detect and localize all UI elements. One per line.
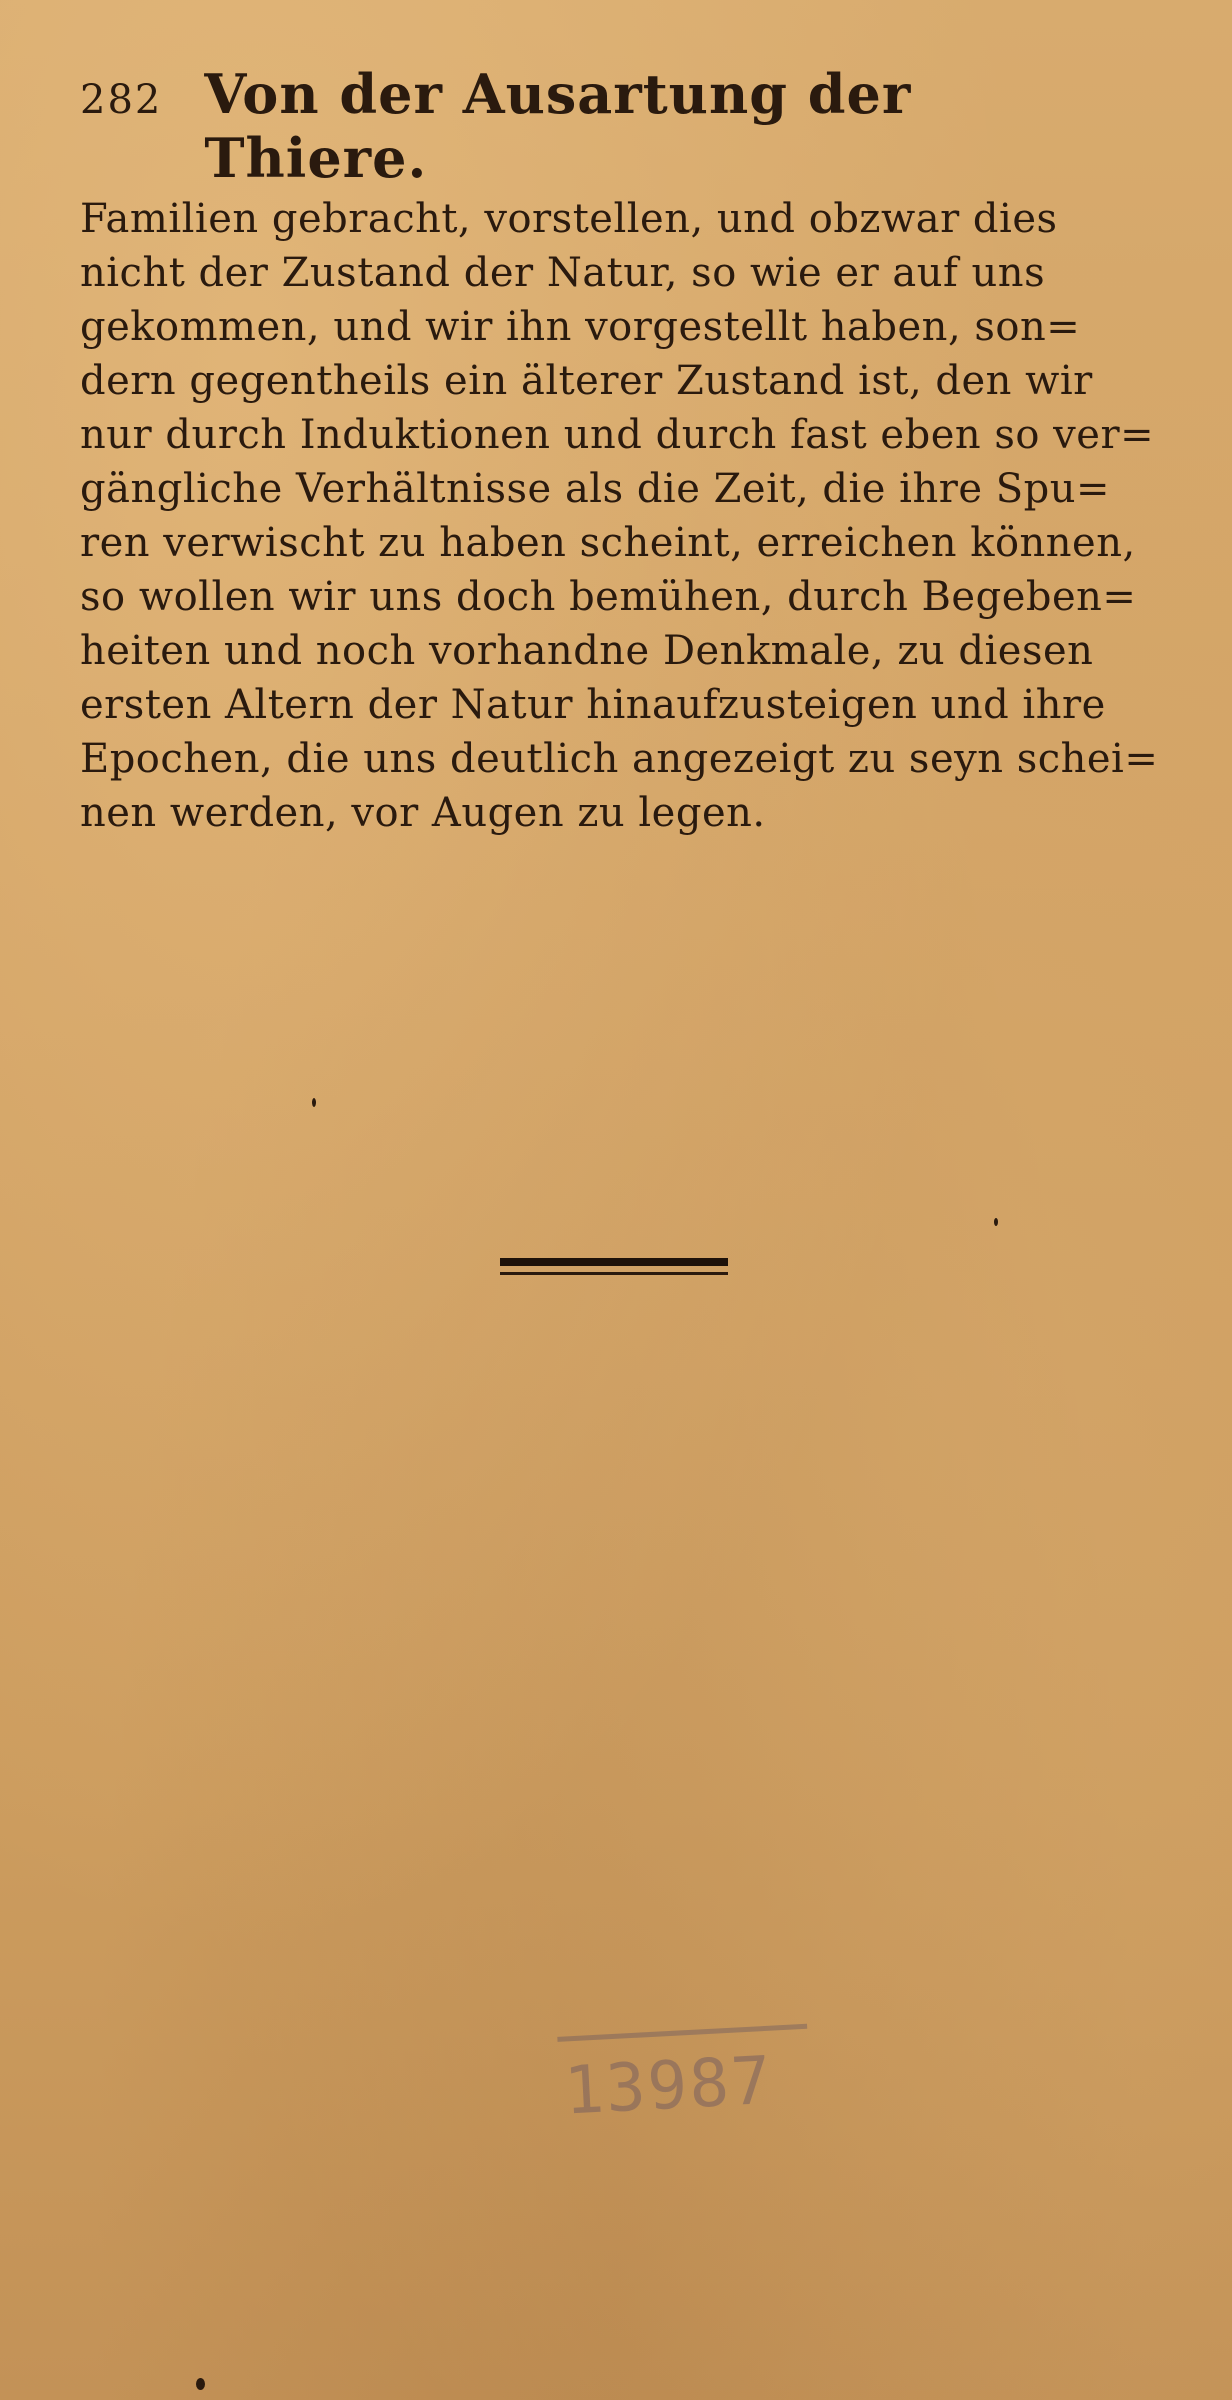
ink-speck (312, 1098, 316, 1107)
running-head (80, 62, 1080, 190)
stamp-number: 13987 (562, 2041, 775, 2130)
body-paragraph (80, 192, 1180, 840)
text-line: ersten Altern der Natur hinaufzusteigen und ihre (80, 682, 1106, 728)
text-line: heiten und noch vorhandne Denkmale, zu diesen (80, 628, 1094, 674)
ink-speck (196, 2378, 205, 2390)
running-head-title: Von der Ausartung der Thiere. (204, 62, 912, 190)
text-line: ren verwischt zu haben scheint, erreichen können, (80, 520, 1136, 566)
rule-thick-line (500, 1258, 728, 1266)
text-line: gekommen, und wir ihn vorgestellt haben, son= (80, 304, 1081, 350)
text-line: dern gegentheils ein älterer Zustand ist, den wir (80, 358, 1093, 404)
library-stamp (557, 2023, 822, 2146)
ink-speck (994, 1218, 998, 1226)
text-line: gängliche Verhältnisse als die Zeit, die ihre Spu= (80, 466, 1110, 512)
text-line: so wollen wir uns doch bemühen, durch Begeben= (80, 574, 1137, 620)
stamp-bar (557, 2024, 807, 2042)
rule-thin-line (500, 1272, 728, 1275)
page-number: 282 (80, 77, 163, 123)
text-line: nur durch Induktionen und durch fast eben so ver= (80, 412, 1155, 458)
text-line: Familien gebracht, vorstellen, und obzwar dies (80, 196, 1058, 242)
text-line: Epochen, die uns deutlich angezeigt zu seyn schei= (80, 736, 1159, 782)
end-rule-ornament (500, 1258, 728, 1280)
text-line: nen werden, vor Augen zu legen. (80, 790, 766, 836)
text-line: nicht der Zustand der Natur, so wie er auf uns (80, 250, 1046, 296)
